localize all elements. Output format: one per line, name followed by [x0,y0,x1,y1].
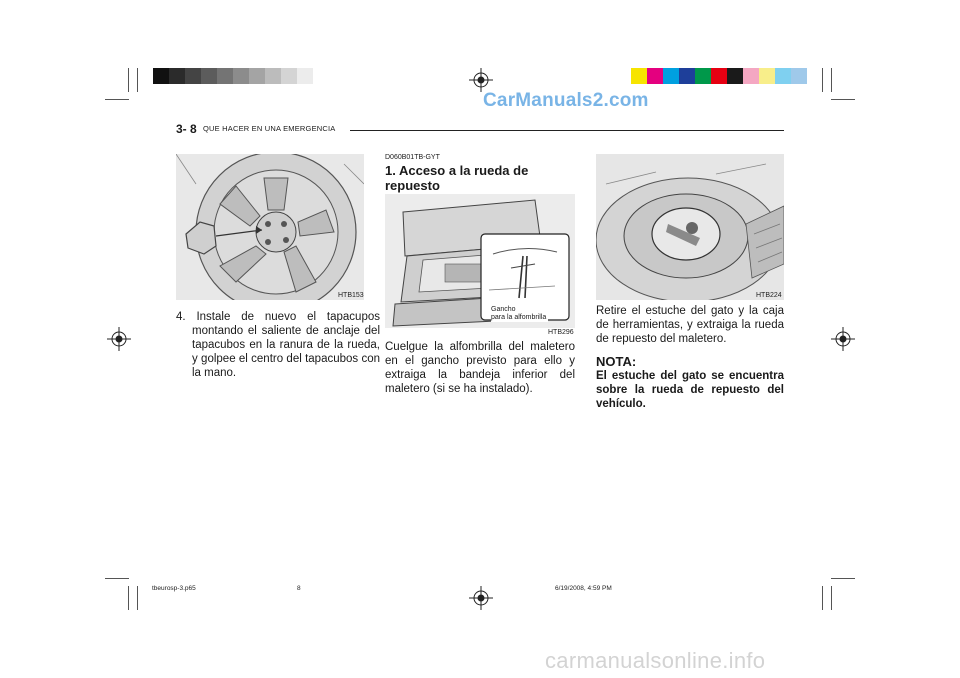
figure-code: HTB296 [548,329,574,336]
color-swatch [169,68,185,84]
color-swatch [743,68,759,84]
note-text: El estuche del gato se encuentra sobre la rueda de repuesto del vehículo. [596,370,784,410]
color-swatch [201,68,217,84]
callout-label-line1: Gancho [491,306,516,313]
registration-mark-icon [107,327,131,351]
callout-label [491,306,548,322]
crop-mark [105,99,129,100]
wheel-cap-figure [176,154,364,300]
bottom-watermark[interactable]: carmanualsonline.info [545,648,766,673]
spare-wheel-figure [596,154,784,300]
footer-timestamp: 6/19/2008, 4:59 PM [555,585,612,592]
registration-mark-icon [469,68,493,92]
trunk-body-text: Cuelgue la alfombrilla del maletero en el gancho previsto para ello y extraiga la bandeja inferior del maletero (si se ha instalado). [385,341,575,395]
color-swatch [727,68,743,84]
color-swatch [281,68,297,84]
color-swatch [775,68,791,84]
color-swatch [153,68,169,84]
section-header: QUE HACER EN UNA EMERGENCIA [203,124,336,133]
crop-mark [137,586,138,610]
color-swatch [297,68,313,84]
color-swatch [265,68,281,84]
registration-mark-icon [469,586,493,610]
figure-code: HTB224 [756,292,782,299]
footer-file-name: tbeurosp-3.p65 [152,585,196,592]
spare-wheel-illustration [596,154,784,300]
step-4-text: 4. Instale de nuevo el tapacupos montando el saliente de anclaje del tapacubos en la ranura de la rueda, y golpee el centro del tapacubos con la mano. [176,311,380,379]
note-heading: NOTA: [596,354,637,369]
crop-mark [822,68,823,92]
color-swatch [631,68,647,84]
crop-mark [831,578,855,579]
color-swatch [695,68,711,84]
wheel-illustration [176,154,364,300]
watermark-logo[interactable]: CarManuals2.com [483,90,649,111]
section-title-line1: 1. Acceso a la rueda de repuesto [385,163,529,193]
crop-mark [822,586,823,610]
trunk-figure [385,194,575,328]
color-swatch [663,68,679,84]
registration-mark-icon [831,327,855,351]
header-divider [350,130,784,131]
section-code: D060B01TB-GYT [385,154,440,161]
color-swatch [249,68,265,84]
footer-page: 8 [297,585,301,592]
crop-mark [831,99,855,100]
spare-wheel-body-text: Retire el estuche del gato y la caja de herramientas, y extraiga la rueda de repuesto del maletero. [596,305,784,345]
color-swatch [679,68,695,84]
color-swatch [711,68,727,84]
color-swatch [647,68,663,84]
color-swatch [233,68,249,84]
figure-code: HTB153 [338,292,364,299]
crop-mark [105,578,129,579]
color-swatch [759,68,775,84]
crop-mark [831,586,832,610]
color-swatch [217,68,233,84]
crop-mark [831,68,832,92]
color-swatch [791,68,807,84]
crop-mark [128,586,129,610]
crop-mark [128,68,129,92]
crop-mark [137,68,138,92]
page-number: 3- 8 [176,122,197,136]
color-swatch [185,68,201,84]
callout-label-line2: para la alfombrilla [491,314,547,321]
